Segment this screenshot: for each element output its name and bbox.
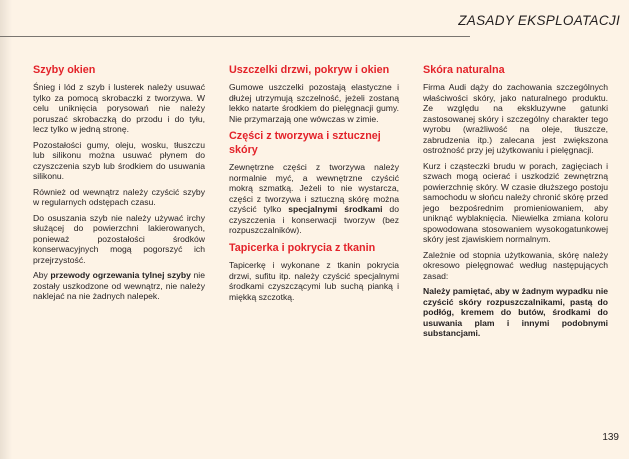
paragraph: [423, 286, 608, 338]
text-run: Zewnętrzne części z tworzywa należy normalnie myć, a wewnętrzne czyścić mokrą szmatką. Jeżeli to nie wystarcza, części z tworzywa i sztuczną skórę można czyścić tylko: [229, 162, 399, 215]
header-rule: [0, 36, 470, 37]
heading-leather: Skóra naturalna: [423, 64, 505, 76]
text-run: nie zostały uszkodzone od wewnątrz, nie należy naklejać na nie żadnych nalepek.: [33, 270, 205, 302]
page-binding-shadow: [0, 0, 12, 459]
paragraph: Gumowe uszczelki pozostają elastyczne i dłużej utrzymują szczelność, jeżeli zostaną lekko natarte środkiem do pielęgnacji gumy. Nie przymarzają one wówczas w zimie.: [229, 82, 399, 124]
bold-warning-text: Należy pamiętać, aby w żadnym wypadku nie czyścić skóry rozpuszczalnikami, pastą do podłóg, kremem do butów, środkami do usuwania plam i innymi podobnymi substancjami.: [423, 286, 608, 339]
heading-seals: Uszczelki drzwi, pokryw i okien: [229, 64, 390, 76]
page-number: 139: [602, 432, 619, 443]
heading-windows: Szyby okien: [33, 64, 96, 76]
paragraph: [229, 162, 399, 235]
paragraph: Również od wewnątrz należy czyścić szyby w regularnych odstępach czasu.: [33, 186, 205, 208]
section-title: ZASADY EKSPLOATACJI: [458, 13, 620, 28]
column-leather: [423, 64, 608, 344]
paragraph: [33, 270, 205, 301]
bold-text: przewody ogrzewania tylnej szyby: [50, 270, 191, 281]
paragraph: Kurz i cząsteczki brudu w porach, zagięciach i szwach mogą ocierać i uszkodzić zewnętrzną powierzchnię skóry. W czasie dłuższego postoju samochodu w słońcu należy chronić skórę przed jego bezpośrednim promieniowaniem, aby uniknąć wyblaknięcia. Niewielka zmiana koloru spowodowana stosowaniem wysokogatunkowej skóry jest zjawiskiem normalnym.: [423, 160, 608, 245]
bold-text: specjalnymi środkami: [288, 204, 383, 215]
paragraph: Pozostałości gumy, oleju, wosku, tłuszczu lub silikonu można usuwać płynem do czyszczenia szyb lub środkiem do usuwania silikonu.: [33, 139, 205, 182]
text-run: do czyszczenia i konserwacji tworzyw (bez rozpuszczalników).: [229, 204, 399, 236]
paragraph: Zależnie od stopnia użytkowania, skórę należy okresowo pielęgnować według następujących zasad:: [423, 249, 608, 281]
text-run: Aby: [33, 270, 51, 281]
paragraph: Śnieg i lód z szyb i lusterek należy usuwać tylko za pomocą skrobaczki z tworzywa. W celu uniknięcia porysowań nie należy poruszać skrobaczką do przodu i do tyłu, lecz tylko w jedną stronę.: [33, 82, 205, 135]
paragraph: Tapicerkę i wykonane z tkanin pokrycia drzwi, sufitu itp. należy czyścić specjalnymi środkami czyszczącymi lub suchą pianką i miękką szczotką.: [229, 260, 399, 302]
column-seals-plastics: [229, 64, 399, 307]
paragraph: Do osuszania szyb nie należy używać irchy służącej do powierzchni lakierowanych, ponieważ pozostałości środków konserwacyjnych mogą pogorszyć ich przejrzystość.: [33, 212, 205, 265]
heading-upholstery: Tapicerka i pokrycia z tkanin: [229, 241, 376, 254]
paragraph: Firma Audi dąży do zachowania szczególnych właściwości skóry, jako naturalnego produktu. Ze względu na ekskluzywne gatunki zastosowanej skóry i szczególny charakter tego wyrobu (wrażliwość na oleje, tłuszcze, zabrudzenia itp.) zalecana jest zwiększona ostrożność przy jej użytkowaniu i pielęgnacji.: [423, 82, 608, 156]
column-windows: [33, 64, 205, 307]
heading-plastics: Części z tworzywa i sztucznej skóry: [229, 130, 381, 156]
